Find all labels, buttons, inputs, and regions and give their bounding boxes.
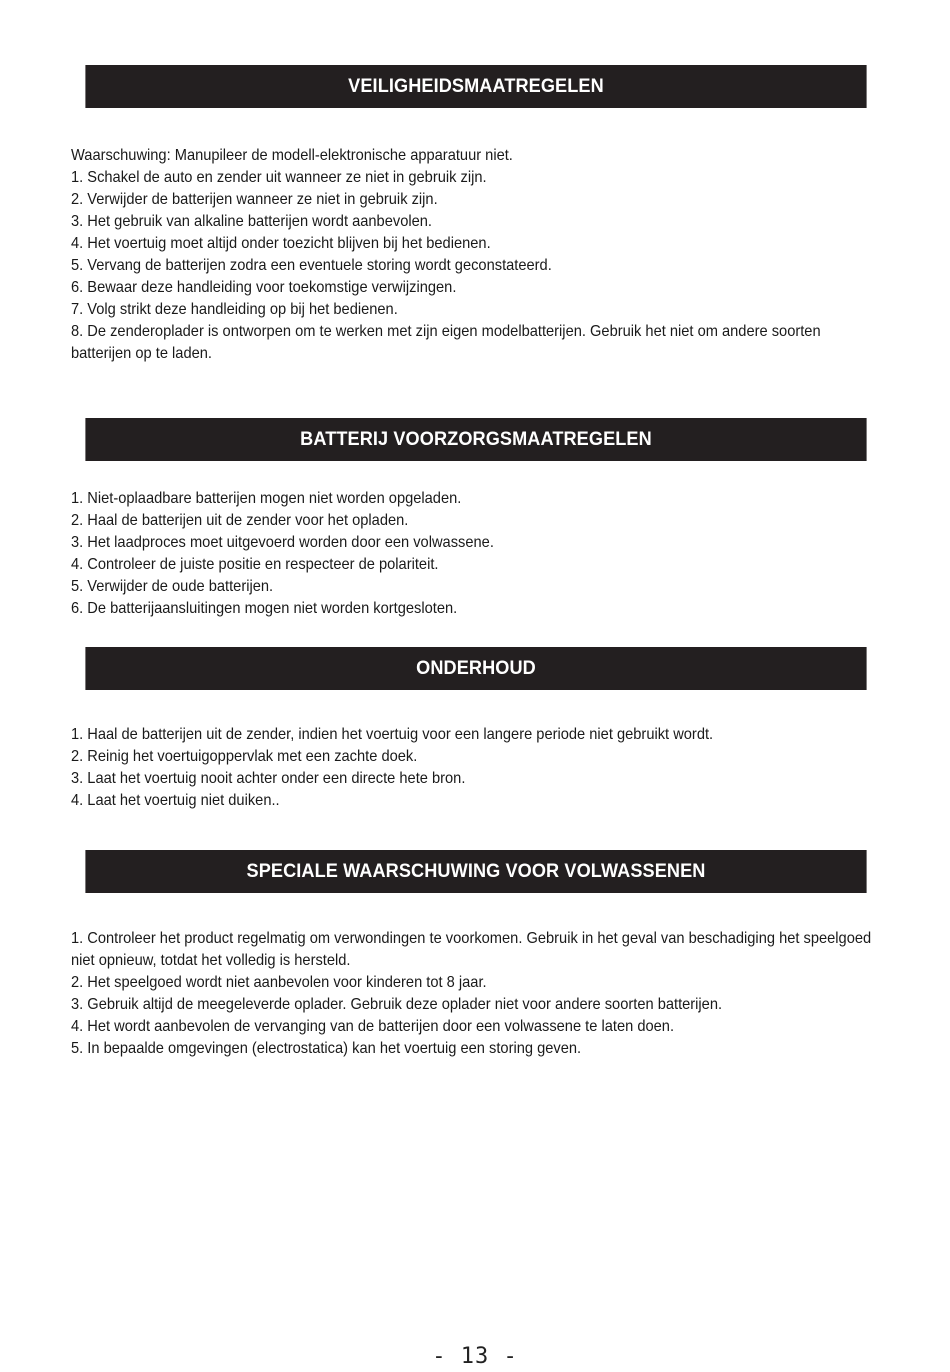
list-item: 4. Het wordt aanbevolen de vervanging van de batterijen door een volwassene te laten doen.: [71, 1018, 675, 1035]
list-item: 4. Controleer de juiste positie en respecteer de polariteit.: [71, 556, 439, 573]
list-item: 7. Volg strikt deze handleiding op bij het bedienen.: [71, 301, 398, 318]
page-number: - 13 -: [432, 1344, 518, 1369]
list-item: 5. Verwijder de oude batterijen.: [71, 578, 274, 595]
section-title: VEILIGHEIDSMAATREGELEN: [348, 75, 604, 97]
list-item: 6. De batterijaansluitingen mogen niet worden kortgesloten.: [71, 600, 458, 617]
list-item: 4. Het voertuig moet altijd onder toezicht blijven bij het bedienen.: [71, 235, 491, 252]
list-item-continuation: batterijen op te laden.: [71, 345, 212, 362]
list-item: 2. Verwijder de batterijen wanneer ze niet in gebruik zijn.: [71, 191, 438, 208]
list-item: 5. Vervang de batterijen zodra een eventuele storing wordt geconstateerd.: [71, 257, 552, 274]
list-item: 1. Schakel de auto en zender uit wanneer ze niet in gebruik zijn.: [71, 169, 487, 186]
list-item: 3. Laat het voertuig nooit achter onder een directe hete bron.: [71, 770, 466, 787]
list-item: 6. Bewaar deze handleiding voor toekomstige verwijzingen.: [71, 279, 457, 296]
list-item: 3. Gebruik altijd de meegeleverde oplader. Gebruik deze oplader niet voor andere soorten batterijen.: [71, 996, 723, 1013]
section-title: ONDERHOUD: [416, 657, 536, 679]
section-body-batterij-voorzorgsmaatregelen: [71, 488, 941, 620]
list-item: 1. Niet-oplaadbare batterijen mogen niet worden opgeladen.: [71, 490, 462, 507]
list-item: 2. Reinig het voertuigoppervlak met een zachte doek.: [71, 748, 418, 765]
list-item: 2. Het speelgoed wordt niet aanbevolen voor kinderen tot 8 jaar.: [71, 974, 487, 991]
list-item: 4. Laat het voertuig niet duiken..: [71, 792, 280, 809]
list-item: 8. De zenderoplader is ontworpen om te werken met zijn eigen modelbatterijen. Gebruik het niet om andere soorten: [71, 323, 821, 340]
section-body-veiligheidsmaatregelen: [71, 145, 941, 365]
warning-line: Waarschuwing: Manupileer de modell-elektronische apparatuur niet.: [71, 147, 513, 164]
section-header-speciale-waarschuwing: [85, 850, 866, 893]
list-item: 5. In bepaalde omgevingen (electrostatica) kan het voertuig een storing geven.: [71, 1040, 582, 1057]
list-item: 3. Het gebruik van alkaline batterijen wordt aanbevolen.: [71, 213, 432, 230]
list-item: 3. Het laadproces moet uitgevoerd worden door een volwassene.: [71, 534, 494, 551]
section-body-onderhoud: [71, 724, 941, 812]
list-item-continuation: niet opnieuw, totdat het volledig is hersteld.: [71, 952, 351, 969]
section-header-veiligheidsmaatregelen: [85, 65, 866, 108]
section-header-batterij-voorzorgsmaatregelen: [85, 418, 866, 461]
section-body-speciale-waarschuwing: [71, 928, 941, 1060]
section-title: SPECIALE WAARSCHUWING VOOR VOLWASSENEN: [246, 860, 706, 882]
list-item: 1. Haal de batterijen uit de zender, indien het voertuig voor een langere periode niet gebruikt wordt.: [71, 726, 714, 743]
section-header-onderhoud: [85, 647, 866, 690]
section-title: BATTERIJ VOORZORGSMAATREGELEN: [300, 428, 652, 450]
list-item: 1. Controleer het product regelmatig om verwondingen te voorkomen. Gebruik in het geval van beschadiging het speelgoed: [71, 930, 872, 947]
list-item: 2. Haal de batterijen uit de zender voor het opladen.: [71, 512, 409, 529]
